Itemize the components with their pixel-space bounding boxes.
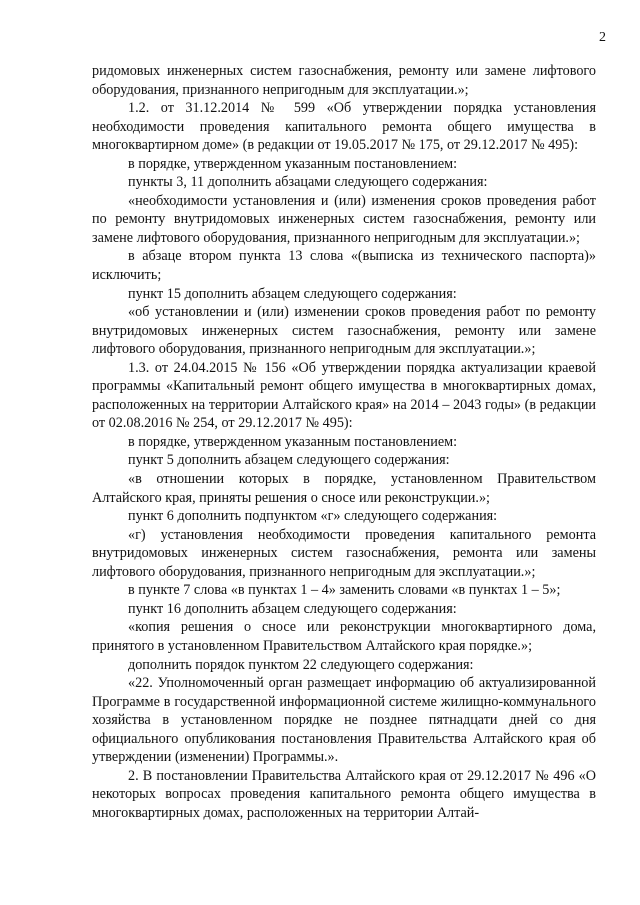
document-paragraph: пункты 3, 11 дополнить абзацами следующего содержания: bbox=[128, 174, 488, 191]
document-paragraph: в порядке, утвержденном указанным постановлением: bbox=[128, 155, 458, 172]
document-paragraph: «22. Уполномоченный орган размещает информацию об актуализированной Программе в государственной информационной системе жилищно-коммунального хозяйства в установленном порядке не позднее пятнадцати дней со дня официального опубликования постановления Правительства Алтайского края об утверждении (изменении) Программы.». bbox=[92, 675, 596, 766]
document-paragraph: «об установлении и (или) изменении сроков проведения работ по ремонту внутридомовых инженерных систем газоснабжения, ремонту или замене лифтового оборудования, признанного непригодным для эксплуатации.»; bbox=[92, 304, 596, 358]
document-paragraph: пункт 5 дополнить абзацем следующего содержания: bbox=[128, 452, 450, 469]
document-paragraph: 2. В постановлении Правительства Алтайского края от 29.12.2017 № 496 «О некоторых вопросах проведения капитального ремонта общего имущества в многоквартирных домах, расположенных на территории Алтай- bbox=[92, 767, 596, 821]
document-paragraph: «копия решения о сносе или реконструкции многоквартирного дома, принятого в установленном Правительством Алтайского края порядке.»; bbox=[92, 619, 596, 654]
document-paragraph: 1.2. от 31.12.2014 № 599 «Об утверждении порядка установления необходимости проведения капитального ремонта общего имущества в многоквартирном доме» (в редакции от 19.05.2017 № 175, от 29.12.2017 № 495): bbox=[92, 100, 596, 154]
document-paragraph: пункт 6 дополнить подпунктом «г» следующего содержания: bbox=[128, 508, 498, 525]
document-body bbox=[92, 62, 596, 822]
document-paragraph: в порядке, утвержденном указанным постановлением: bbox=[128, 433, 458, 450]
document-paragraph: в пункте 7 слова «в пунктах 1 – 4» заменить словами «в пунктах 1 – 5»; bbox=[128, 582, 561, 599]
document-paragraph: пункт 16 дополнить абзацем следующего содержания: bbox=[128, 600, 457, 617]
document-paragraph: 1.3. от 24.04.2015 № 156 «Об утверждении порядка актуализации краевой программы «Капитальный ремонт общего имущества в многоквартирных домах, расположенных на территории Алтайского края» на 2014 – 2043 годы» (в редакции от 02.08.2016 № 254, от 29.12.2017 № 495): bbox=[92, 359, 596, 432]
document-paragraph: пункт 15 дополнить абзацем следующего содержания: bbox=[128, 285, 457, 302]
document-paragraph: «г) установления необходимости проведения капитального ремонта внутридомовых инженерных систем газоснабжения, ремонта или замены лифтового оборудования, признанного непригодным для эксплуатации.»; bbox=[92, 526, 596, 580]
document-paragraph: в абзаце втором пункта 13 слова «(выписка из технического паспорта)» исключить; bbox=[92, 248, 596, 284]
page-number: 2 bbox=[599, 30, 606, 45]
document-paragraph: «в отношении которых в порядке, установленном Правительством Алтайского края, приняты решения о сносе или реконструкции.»; bbox=[92, 471, 596, 506]
document-paragraph: дополнить порядок пунктом 22 следующего содержания: bbox=[128, 656, 474, 673]
document-paragraph: ридомовых инженерных систем газоснабжения, ремонту или замене лифтового оборудования, признанного непригодным для эксплуатации.»; bbox=[92, 63, 596, 98]
document-paragraph: «необходимости установления и (или) изменения сроков проведения работ по ремонту внутридомовых инженерных систем газоснабжения, ремонту или замене лифтового оборудования, признанного непригодным для эксплуатации.»; bbox=[92, 192, 596, 246]
